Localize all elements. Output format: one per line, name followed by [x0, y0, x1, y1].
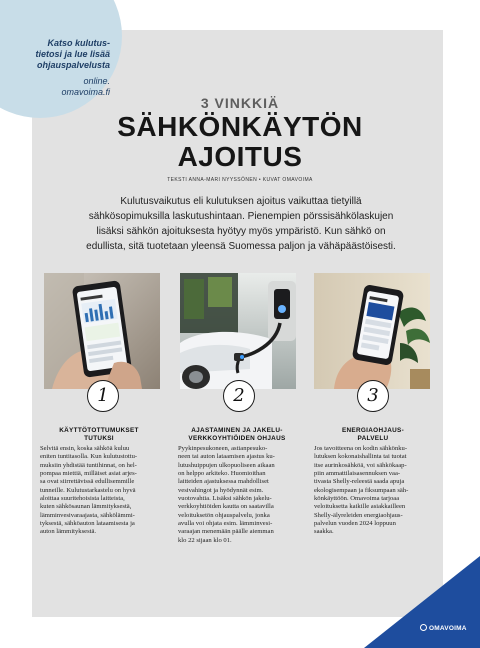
body-line: laitteiden ajastuksessa mahdolliset [178, 478, 269, 486]
body-line: klo 22 sijaan klo 01. [178, 536, 232, 544]
article-intro [46, 194, 436, 254]
body-line: Pyykinpesukoneen, astianpesuko- [178, 445, 268, 452]
body-line: veloituksetön ohjauspalvelu, jonka [178, 511, 270, 519]
phone-usage-photo [44, 273, 160, 389]
article-kicker: 3 VINKKIÄ [200, 95, 280, 111]
body-line: Selvitä ensin, koska sähköä kuluu [40, 445, 130, 452]
title-line: AJOITUS [177, 141, 303, 172]
tip-title-line: KÄYTTÖTOTTUMUKSET [59, 427, 139, 434]
body-line: saakka. [314, 528, 334, 536]
body-line: avulla voi ohjata esim. lämminvesi- [178, 520, 273, 528]
badge-link-line[interactable]: online. [83, 76, 110, 86]
body-line: vuotovahtia. Lisäksi sähkön jakelu- [178, 495, 272, 503]
tip-number-badge: 3 [357, 380, 389, 412]
promo-badge-text[interactable] [30, 38, 110, 98]
intro-line: edullista, sitä tuotetaan yleensä Suomessa paljon ja vähäpäästöisesti. [86, 241, 396, 252]
energy-app-photo [314, 273, 430, 389]
badge-link-line[interactable]: omavoima.fi [61, 87, 110, 97]
body-line: tyksestä, sähköauton lataamisesta ja [40, 520, 135, 528]
tip-body [314, 445, 432, 537]
body-line: veloituksetta kaikille asiakkailleen [314, 503, 406, 511]
body-line: Jos tavoitteena on kodin sähkönku- [314, 445, 408, 452]
body-line: tunneille. Kulutustarkastelu on hyvä [40, 486, 136, 494]
body-line: sa ovat siirrettävissä edullisemmille [40, 478, 135, 486]
tip-title-line: VERKKOYHTIÖIDEN OHJAUS [188, 435, 286, 442]
body-line: muksiin yhdistää tuntihinnat, on hel- [40, 461, 137, 469]
article-byline: TEKSTI ANNA-MARI NYYSSÖNEN • KUVAT OMAVOIMA [167, 177, 313, 183]
brand-logo [420, 624, 467, 632]
intro-line: Kulutusvaikutus eli kulutuksen ajoitus vaikuttaa tietyillä [120, 196, 362, 207]
body-line: kuten sähkösaunan lämmityksestä, [40, 503, 132, 511]
tip-number-badge: 2 [223, 380, 255, 412]
body-line: lämminvesivaraajasta, sähkölämmi- [40, 511, 135, 519]
tip-title [40, 427, 158, 443]
footer-brand-triangle [364, 556, 480, 648]
brand-name: OMAVOIMA [429, 625, 467, 632]
tip-column [40, 427, 158, 537]
intro-line: lisäksi sähkön ajoituksesta hyötyy myös ympäristö. Kun sähkö on [96, 226, 386, 237]
tip-title-line: ENERGIAOHJAUS- [341, 427, 405, 434]
tip-number-badge: 1 [87, 380, 119, 412]
omavoima-logo-icon [420, 624, 427, 631]
tip-body [178, 445, 296, 545]
badge-line: tietosi ja lue lisää [35, 49, 110, 59]
body-line: verkkoyhtiöiden kautta on saatavilla [178, 503, 274, 511]
body-line: palvelun vuoden 2024 loppuun [314, 520, 396, 528]
body-line: auton lämmityksestä. [40, 528, 97, 536]
tip-title-line: PALVELU [357, 435, 389, 442]
body-line: lutushuippujen ulkopuoliseen aikaan [178, 461, 275, 469]
tip-body [40, 445, 158, 537]
body-line: könkäyttöön. Omavoima tarjoaa [314, 495, 400, 503]
article-title [0, 112, 480, 172]
body-line: ekologisempaan ja fiksumpaan säh- [314, 486, 409, 494]
intro-line: sähkösopimuksilla laskutushintaan. Pienempien pörssisähkölaskujen [88, 211, 394, 222]
body-line: Shelly-älyreleiden energiaohjaus- [314, 511, 403, 519]
body-line: vesivahingot ja hyödynnät esim. [178, 486, 264, 494]
body-line: neen tai auton lataamisen ajastus ku- [178, 453, 275, 461]
badge-line: Katso kulutus- [47, 38, 110, 48]
body-line: tivasta Shelly-releestä saada apuja [314, 478, 405, 486]
body-line: itse aurinkosähköä, voi sähkökaap- [314, 461, 407, 469]
tip-column [314, 427, 432, 537]
body-line: eniten tuntitasolla. Kun kulutustottu- [40, 453, 138, 461]
badge-line: ohjauspalvelusta [36, 60, 110, 70]
tip-title [178, 427, 296, 443]
body-line: varaajan menemään päälle aiemman [178, 528, 274, 536]
body-line: lutuksen kokonaishallinta tai tuotat [314, 453, 407, 461]
title-line: SÄHKÖNKÄYTÖN [117, 111, 363, 142]
tip-title-line: TUTUKSI [84, 435, 114, 442]
body-line: pompaa miettiä, milläiset asiat arjes- [40, 470, 137, 478]
ev-charger-photo [180, 273, 296, 389]
tip-title [314, 427, 432, 443]
tip-column [178, 427, 296, 545]
body-line: piin ammattilaisasennuksen vaa- [314, 470, 401, 478]
body-line: on helppo arkiteko. Huomioithan [178, 470, 266, 478]
tip-title-line: AJASTAMINEN JA JAKELU- [191, 427, 283, 434]
body-line: aloittaa suuritehoisista laitteista, [40, 495, 125, 503]
